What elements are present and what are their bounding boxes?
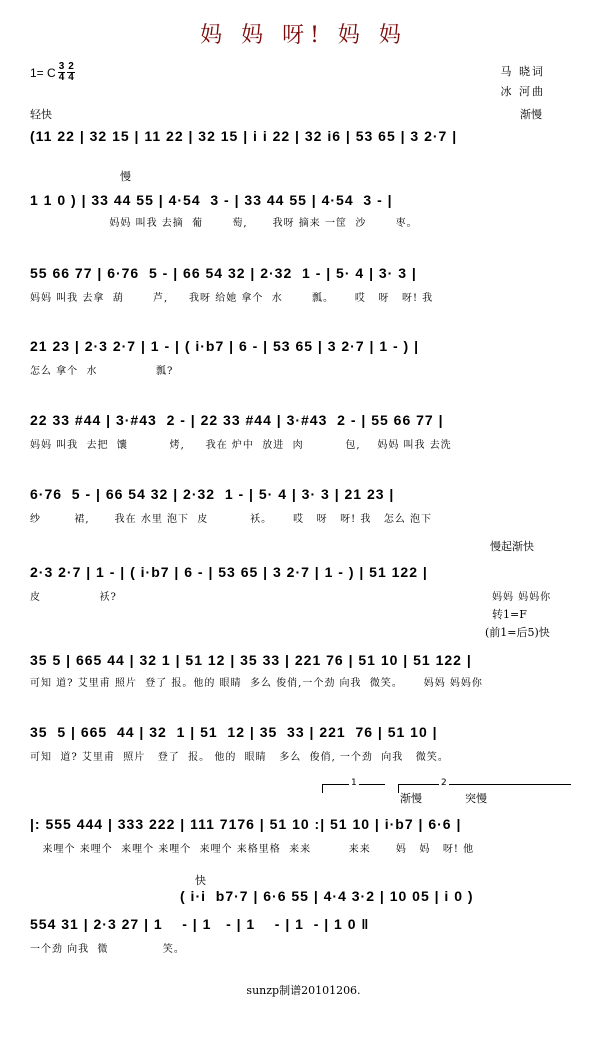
song-title: 妈 妈 呀! 妈 妈 — [200, 23, 407, 48]
side-lyrics: 妈妈 妈妈你 — [492, 592, 552, 603]
lyrics: 可知 道? 艾里甫 照片 登了 报。他的 眼睛 多么 俊俏,一个劲 向我 微笑。 妈妈 妈妈你 — [30, 678, 483, 689]
lyrics: 妈妈 叫我 去把 馕 烤, 我在 炉中 放进 肉 包, 妈妈 叫我 去洗 — [30, 440, 452, 451]
lyrics: 来哩个 来哩个 来哩个 来哩个 来哩个 来格里格 来来 来来 妈 妈 呀! 他 — [30, 844, 475, 855]
tempo-mark: 慢起渐快 — [490, 540, 534, 553]
notation: 35 5 | 665 44 | 32 1 | 51 12 | 35 33 | 221 76 | 51 10 | — [30, 724, 438, 740]
volta-2: 2 — [398, 784, 571, 793]
lyrics: 可知 道? 艾里甫 照片 登了 报。 他的 眼睛 多么 俊俏, 一个劲 向我 微笑。 — [30, 752, 449, 763]
lyrics: 纱 裙, 我在 水里 泡下 皮 袄。 哎 呀 呀! 我 怎么 泡下 — [30, 514, 433, 525]
notation: 6·76 5 - | 66 54 32 | 2·32 1 - | 5· 4 | 3· 3 | 21 23 | — [30, 486, 395, 502]
lyrics: 怎么 拿个 水 瓢? — [30, 366, 174, 377]
notation: 2·3 2·7 | 1 - | ( i·b7 | 6 - | 53 65 | 3 2·7 | 1 - ) | 51 122 | — [30, 564, 428, 580]
lyrics: 妈妈 叫我 去摘 葡 萄, 我呀 摘来 一筐 沙 枣。 — [30, 218, 418, 229]
key-signature — [30, 62, 75, 83]
upper-notation: ( i·i b7·7 | 6·6 55 | 4·4 3·2 | 10 05 | i 0 ) — [180, 888, 474, 904]
notation: 22 33 #44 | 3·#43 2 - | 22 33 #44 | 3·#43 2 - | 55 66 77 | — [30, 412, 444, 428]
tempo-mark: 渐慢 — [520, 108, 542, 121]
tempo-mark: 慢 — [120, 170, 131, 183]
notation: 1 1 0 ) | 33 44 55 | 4·54 3 - | 33 44 55 | 4·54 3 - | — [30, 192, 393, 208]
key-label: 1= C — [30, 65, 56, 80]
notation: 554 31 | 2·3 27 | 1 - | 1 - | 1 - | 1 - | 1 0 ‖ — [30, 916, 370, 932]
lyricist: 马 晓词 — [500, 65, 545, 78]
notation: 55 66 77 | 6·76 5 - | 66 54 32 | 2·32 1 - | 5· 4 | 3· 3 | — [30, 265, 417, 281]
notation: 35 5 | 665 44 | 32 1 | 51 12 | 35 33 | 221 76 | 51 10 | 51 122 | — [30, 652, 472, 668]
tempo-mark: 渐慢 — [400, 792, 422, 805]
credits — [501, 62, 546, 102]
footer-credit: sunzp制谱20101206. — [246, 984, 361, 997]
time-signature-1: $\frac{3}{4}$ — [58, 61, 65, 83]
lyrics: 皮 袄? — [30, 592, 117, 603]
composer: 冰 河曲 — [500, 85, 545, 98]
tempo-mark: 轻快 — [30, 108, 52, 121]
lyrics: 妈妈 叫我 去拿 葫 芦, 我呀 给她 拿个 水 瓢。 哎 呀 呀! 我 — [30, 293, 434, 304]
notation: 21 23 | 2·3 2·7 | 1 - | ( i·b7 | 6 - | 53 65 | 3 2·7 | 1 - ) | — [30, 338, 420, 354]
tempo-mark: 快 — [195, 874, 206, 887]
notation: (11 22 | 32 15 | 11 22 | 32 15 | i i 22 | 32 i6 | 53 65 | 3 2·7 | — [30, 128, 458, 144]
notation: |: 555 444 | 333 222 | 111 7176 | 51 10 :| 51 10 | i·b7 | 6·6 | — [30, 816, 462, 832]
modulation-mark: (前1=后5)快 — [485, 626, 550, 639]
tempo-mark: 突慢 — [465, 792, 487, 805]
modulation-mark: 转1=F — [492, 608, 527, 621]
time-signature-2: $\frac{2}{4}$ — [68, 61, 74, 83]
volta-1: 1 — [322, 784, 385, 793]
lyrics: 一个劲 向我 微 笑。 — [30, 944, 185, 955]
